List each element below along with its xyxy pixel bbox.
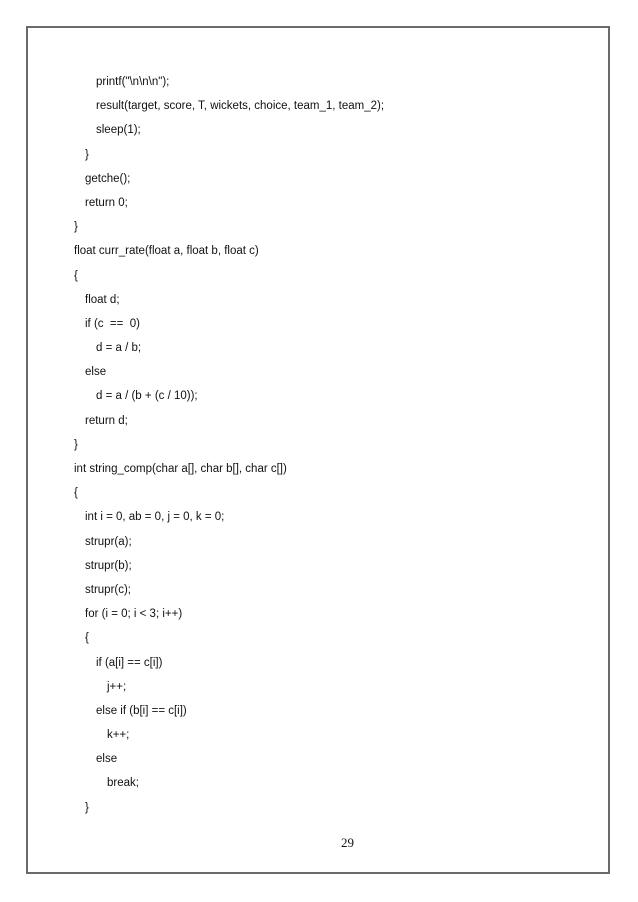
code-line: strupr(b);	[85, 559, 132, 572]
code-line: if (c == 0)	[85, 317, 140, 330]
code-line: strupr(c);	[85, 583, 131, 596]
code-line: int string_comp(char a[], char b[], char c[])	[74, 463, 287, 475]
code-line: else if (b[i] == c[i])	[96, 704, 187, 717]
code-line: if (a[i] == c[i])	[96, 656, 163, 669]
code-line: getche();	[85, 172, 131, 185]
code-line: }	[85, 148, 89, 161]
code-line: float d;	[85, 293, 120, 306]
code-line: {	[74, 269, 78, 282]
code-line: else	[85, 366, 107, 379]
code-line: k++;	[107, 729, 130, 742]
code-line: d = a / b;	[96, 342, 142, 355]
code-line: j++;	[107, 680, 127, 693]
page-number: 29	[341, 835, 354, 850]
code-line: float curr_rate(float a, float b, float c)	[74, 245, 259, 258]
code-line: int i = 0, ab = 0, j = 0, k = 0;	[85, 511, 225, 524]
code-line: d = a / (b + (c / 10));	[96, 390, 198, 403]
code-listing	[74, 70, 574, 820]
code-line: else	[96, 753, 118, 766]
code-line: return 0;	[85, 196, 128, 209]
code-line: }	[74, 221, 78, 234]
code-line: for (i = 0; i < 3; i++)	[85, 608, 183, 621]
code-line: return d;	[85, 414, 128, 427]
code-line: sleep(1);	[96, 124, 141, 137]
code-line: strupr(a);	[85, 535, 132, 548]
code-line: break;	[107, 777, 139, 790]
code-line: result(target, score, T, wickets, choice, team_1, team_2);	[96, 100, 385, 113]
code-line: }	[85, 801, 89, 814]
code-line: printf("\n\n\n");	[96, 76, 170, 88]
code-line: }	[74, 438, 78, 451]
code-line: {	[85, 632, 89, 645]
code-line: {	[74, 487, 78, 500]
